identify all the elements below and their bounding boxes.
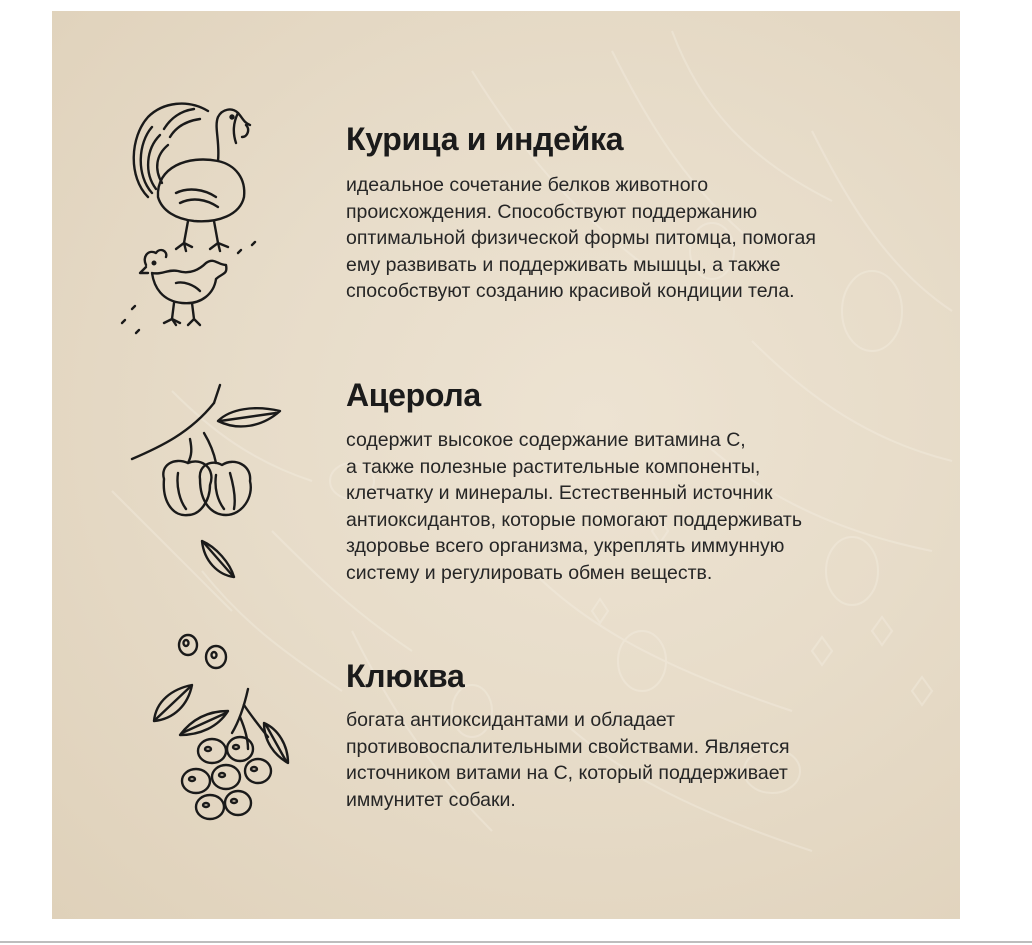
divider bbox=[0, 941, 1032, 943]
description-line: а также полезные растительные компоненты, bbox=[346, 455, 761, 478]
description-line: ему развивать и поддерживать мышцы, а также bbox=[346, 253, 781, 276]
description-line: клетчатку и минералы. Естественный источник bbox=[346, 482, 773, 504]
description-line: источником витами на С, который поддерживает bbox=[346, 762, 788, 784]
description-line: способствуют созданию красивой кондиции тела. bbox=[346, 280, 795, 302]
ingredient-title: Ацерола bbox=[346, 377, 481, 413]
description-line: противовоспалительными свойствами. Является bbox=[346, 735, 790, 758]
description-line: идеальное сочетание белков животного bbox=[346, 174, 709, 196]
description-line: систему и регулировать обмен веществ. bbox=[346, 561, 713, 584]
ingredient-title: Клюква bbox=[346, 658, 465, 694]
ingredient-description bbox=[346, 707, 790, 813]
description-line: происхождения. Способствуют поддержанию bbox=[346, 200, 758, 223]
ingredient-description bbox=[346, 172, 816, 305]
description-line: антиоксидантов, которые помогают поддерживать bbox=[346, 508, 803, 531]
description-line: иммунитет собаки. bbox=[346, 788, 516, 811]
ingredient-title: Курица и индейка bbox=[346, 121, 624, 157]
cranberry-icon bbox=[148, 627, 298, 827]
ingredients-panel bbox=[52, 11, 960, 919]
description-line: содержит высокое содержание витамина С, bbox=[346, 429, 746, 451]
description-line: оптимальной физической формы питомца, помогая bbox=[346, 227, 816, 249]
acerola-icon bbox=[130, 383, 300, 583]
ingredient-description bbox=[346, 427, 802, 586]
description-line: богата антиоксидантами и обладает bbox=[346, 709, 676, 731]
description-line: здоровье всего организма, укреплять иммунную bbox=[346, 535, 785, 557]
turkey-and-chicken-icon bbox=[118, 97, 278, 337]
